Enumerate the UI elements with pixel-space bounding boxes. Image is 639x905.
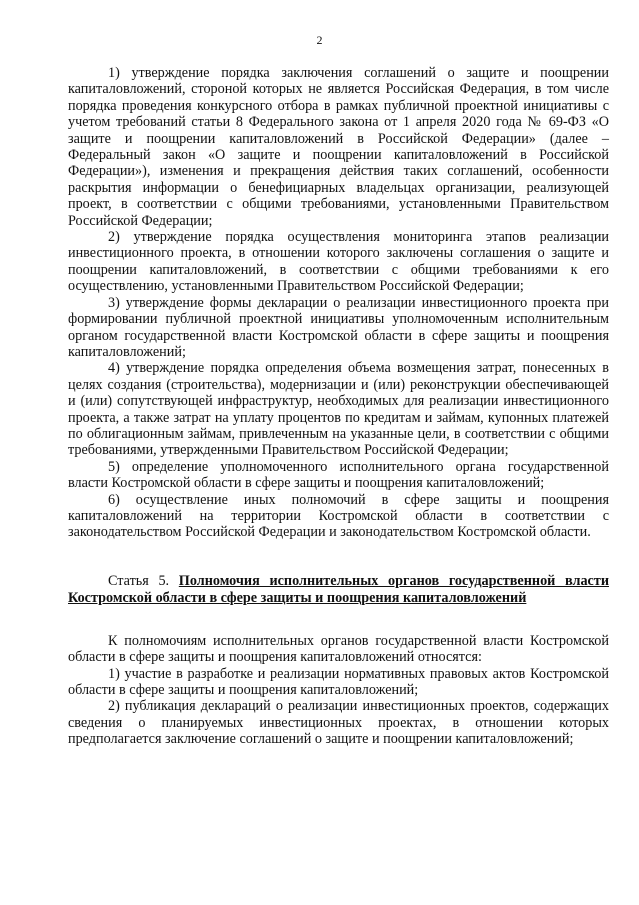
list-item: 4) утверждение порядка определения объема возмещения затрат, понесенных в целях создания (строительства), модернизации и (или) реконструкции обеспечивающей и (или) сопутствующей инфраструктур, необходимых для реализации инвестиционного проекта, а также затрат на уплату процентов по кредитам и займам, купонных платежей по облигационным займам, привлеченным на указанные цели, в соответствии с общими требованиями, утвержденными Правительством Российской Федерации; <box>68 360 609 459</box>
list-item: 3) утверждение формы декларации о реализации инвестиционного проекта при формировании публичной проектной инициативы уполномоченным исполнительным органом государственной власти Костромской области в сфере защиты и поощрения капиталовложений; <box>68 294 609 360</box>
article-title: Полномочия исполнительных органов государственной власти Костромской области в сфере защиты и поощрения капиталовложений <box>68 572 609 606</box>
list-item: 2) публикация деклараций о реализации инвестиционных проектов, содержащих сведения о планируемых инвестиционных проектах, в отношении которых предполагается заключение соглашений о защите и поощрении капиталовложений; <box>68 698 609 748</box>
article-label: Статья 5. <box>108 572 170 589</box>
list-item: 6) осуществление иных полномочий в сфере защиты и поощрения капиталовложений на территории Костромской области в соответствии с законодательством Российской Федерации и законодательством Костромской области. <box>68 491 609 541</box>
list-item: 1) участие в разработке и реализации нормативных правовых актов Костромской области в сфере защиты и поощрения капиталовложений; <box>68 665 609 698</box>
page-number: 2 <box>316 33 323 47</box>
article-heading <box>68 573 609 607</box>
list-item: 1) утверждение порядка заключения соглашений о защите и поощрении капиталовложений, стороной которых не является Российская Федерация, в том числе порядка проведения конкурсного отбора в рамках публичной проектной инициативы с учетом требований статьи 8 Федерального закона от 1 апреля 2020 года № 69-ФЗ «О защите и поощрении капиталовложений в Российской Федерации» (далее – Федеральный закон «О защите и поощрении капиталовложений в Российской Федерации»), изменения и прекращения действия таких соглашений, особенности раскрытия информации о бенефициарных владельцах организации, реализующей проект, в соответствии с общими требованиями, установленными Правительством Российской Федерации; <box>68 65 609 229</box>
list-item: 2) утверждение порядка осуществления мониторинга этапов реализации инвестиционного проекта, в отношении которого заключены соглашения о защите и поощрении капиталовложений, в соответствии с общими требованиями к его осуществлению, установленными Правительством Российской Федерации; <box>68 229 609 295</box>
list-item: 5) определение уполномоченного исполнительного органа государственной власти Костромской области в сфере защиты и поощрения капиталовложений; <box>68 458 609 492</box>
article-intro: К полномочиям исполнительных органов государственной власти Костромской области в сфере защиты и поощрения капиталовложений относятся: <box>68 632 609 666</box>
document-body <box>68 65 609 748</box>
